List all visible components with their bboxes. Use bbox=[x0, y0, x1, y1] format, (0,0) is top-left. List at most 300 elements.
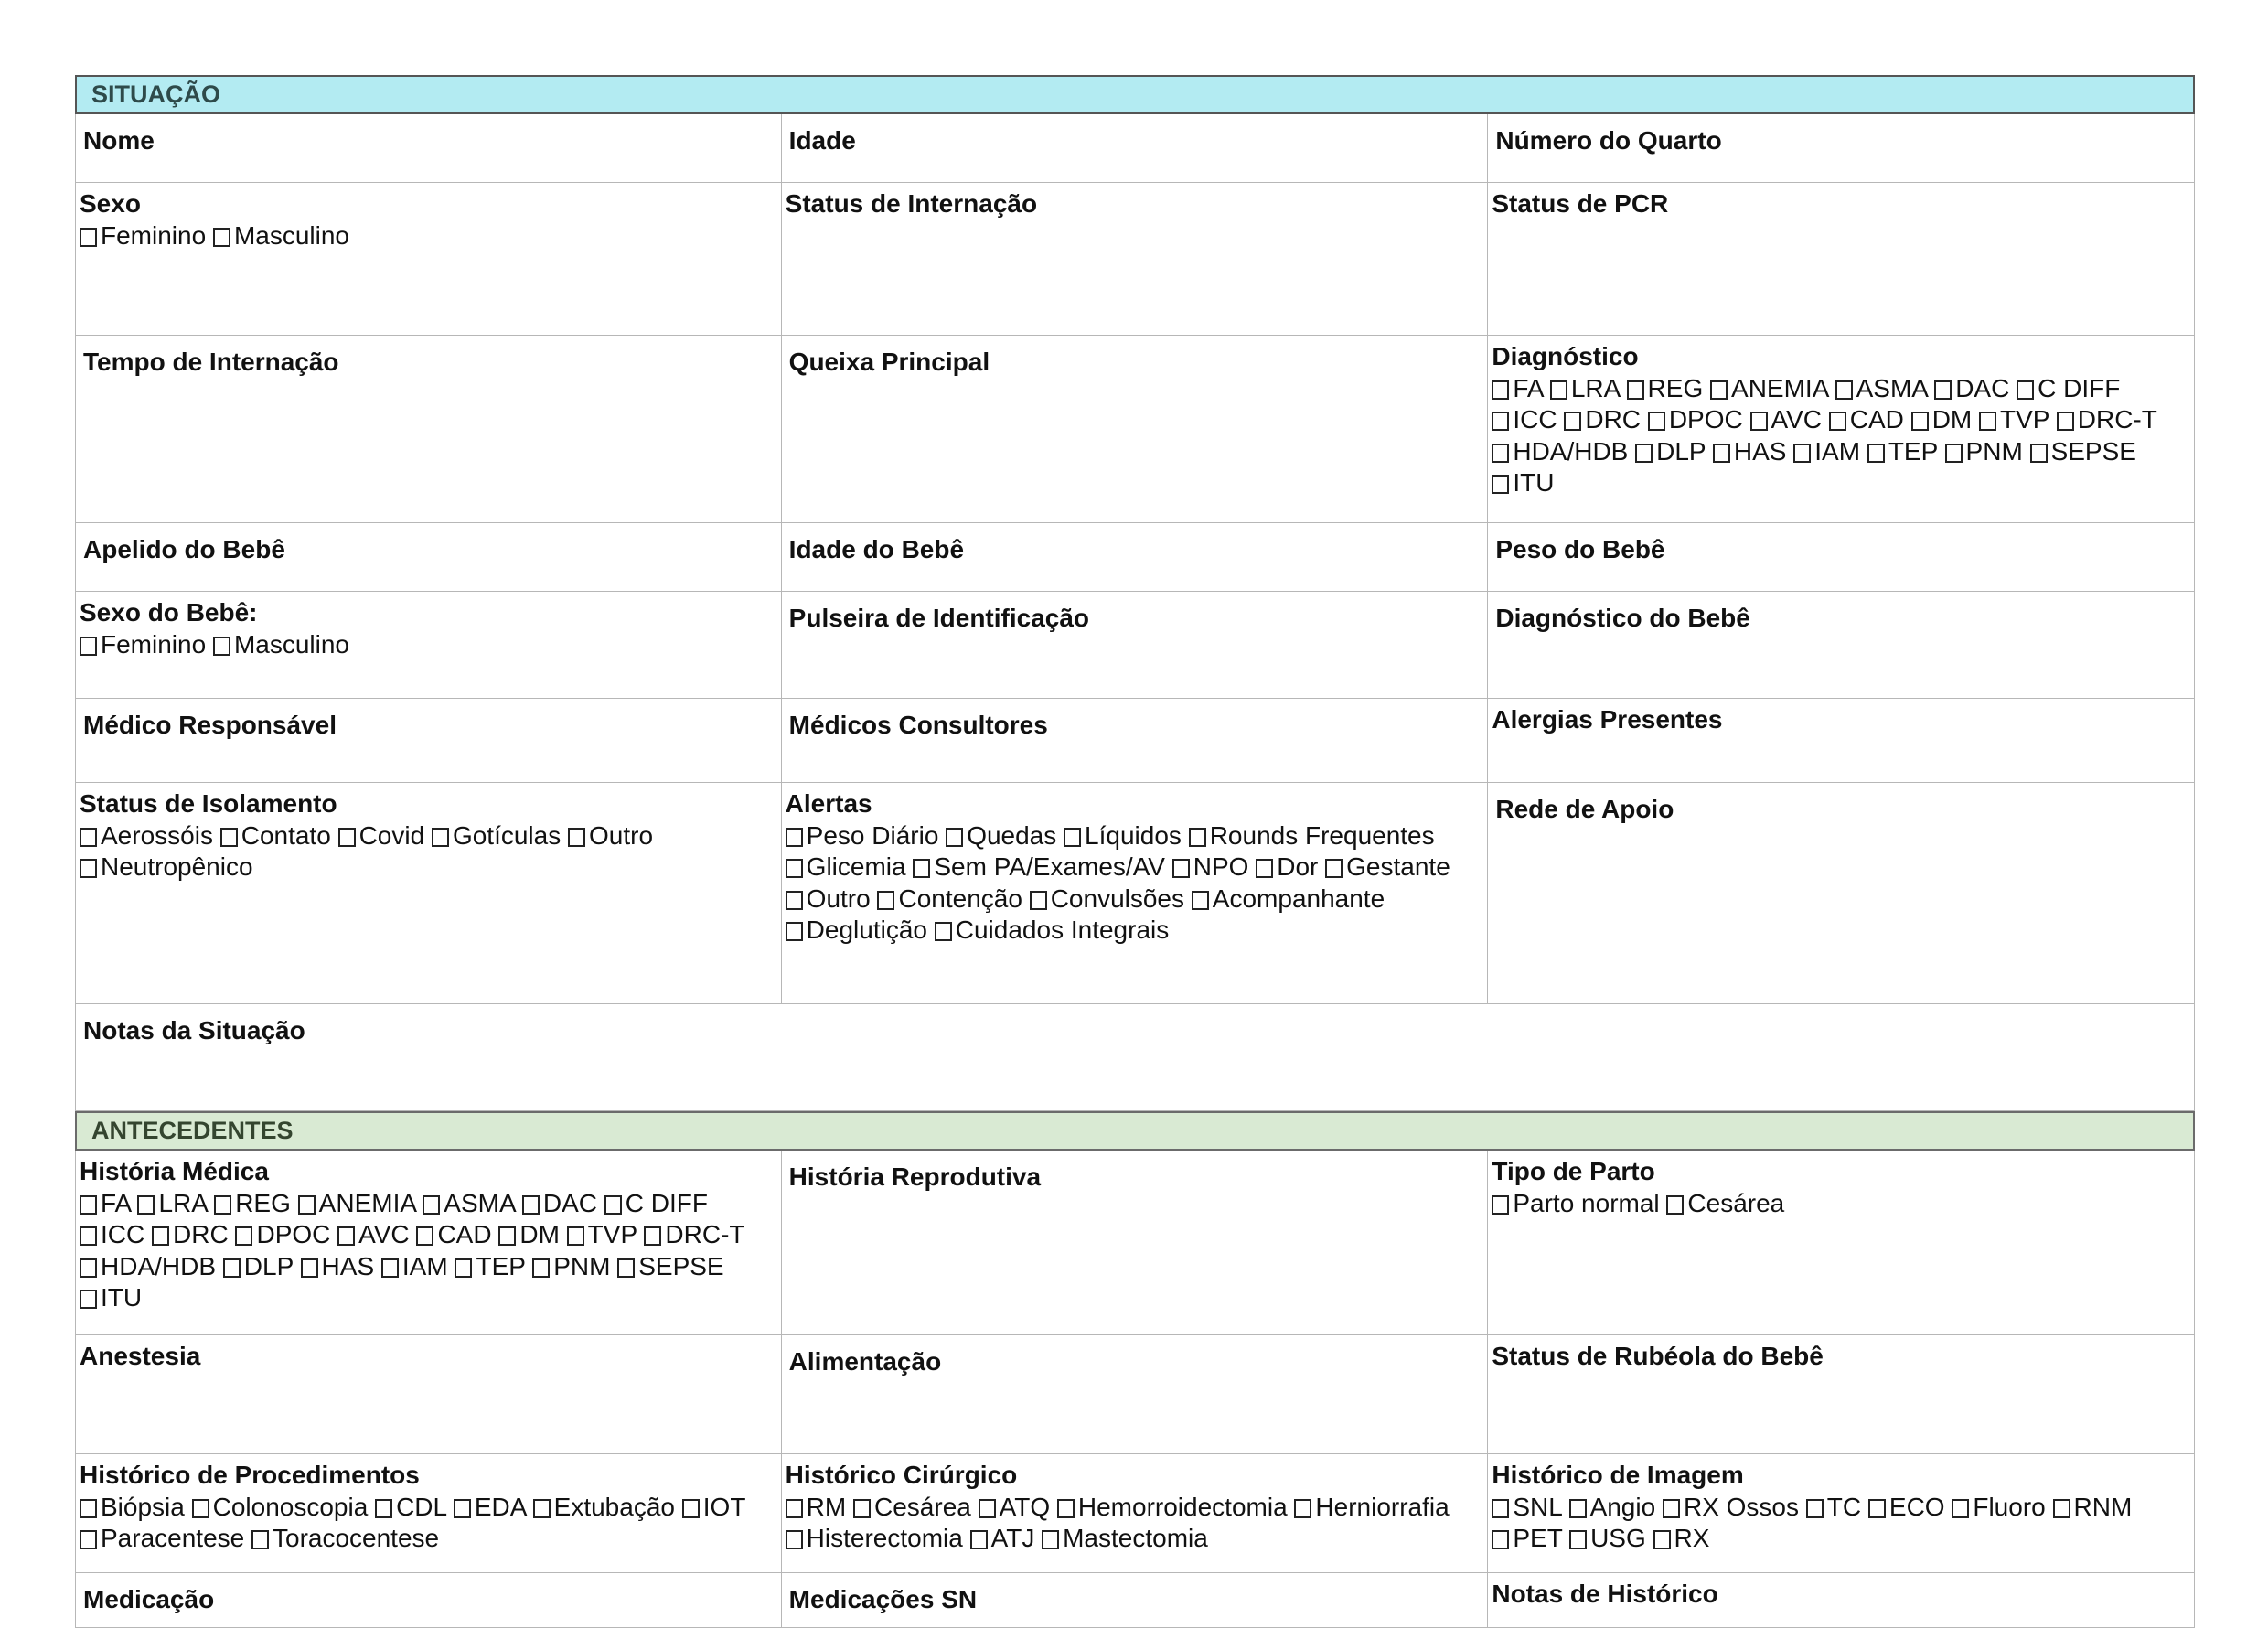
checkbox-option[interactable] bbox=[1492, 374, 1543, 402]
checkbox-icon[interactable] bbox=[1569, 1499, 1587, 1518]
checkbox-option[interactable] bbox=[1492, 1524, 1562, 1552]
checkbox-icon[interactable] bbox=[80, 637, 97, 656]
checkbox-label: Líquidos bbox=[1085, 820, 1182, 850]
checkbox-option[interactable] bbox=[644, 1220, 744, 1248]
checkbox-option[interactable] bbox=[1635, 437, 1706, 466]
field-historico-cirurgico bbox=[782, 1454, 1489, 1573]
field-label: Pulseira de Identificação bbox=[788, 604, 1090, 632]
checkbox-option[interactable] bbox=[1057, 1493, 1288, 1521]
antecedentes-row bbox=[75, 1151, 2195, 1335]
checkbox-option[interactable] bbox=[567, 1220, 637, 1248]
checkbox-option[interactable] bbox=[80, 221, 206, 250]
checkbox-option[interactable] bbox=[251, 1524, 439, 1552]
checkbox-option[interactable] bbox=[1492, 405, 1557, 434]
section-header-antecedentes: ANTECEDENTES bbox=[75, 1111, 2195, 1151]
checkbox-label: HDA/HDB bbox=[101, 1251, 217, 1280]
checkbox-group bbox=[80, 1188, 777, 1314]
checkbox-option[interactable] bbox=[1294, 1493, 1449, 1521]
field-label: Queixa Principal bbox=[788, 348, 990, 376]
checkbox-option[interactable] bbox=[1653, 1524, 1710, 1552]
checkbox-icon[interactable] bbox=[1064, 828, 1081, 847]
checkbox-icon[interactable] bbox=[533, 1499, 551, 1518]
checkbox-option[interactable] bbox=[80, 1493, 185, 1521]
field-peso-do-bebe[interactable] bbox=[1488, 523, 2195, 592]
checkbox-icon[interactable] bbox=[1835, 380, 1853, 400]
checkbox-option[interactable] bbox=[80, 852, 253, 881]
checkbox-option[interactable] bbox=[498, 1220, 560, 1248]
checkbox-option[interactable] bbox=[423, 1189, 515, 1217]
checkbox-icon[interactable] bbox=[1172, 859, 1190, 878]
checkbox-option[interactable] bbox=[979, 1493, 1050, 1521]
checkbox-option[interactable] bbox=[152, 1220, 229, 1248]
checkbox-label: Extubação bbox=[553, 1492, 675, 1521]
field-label: Médico Responsável bbox=[83, 711, 337, 739]
checkbox-option[interactable] bbox=[1868, 1493, 1945, 1521]
checkbox-icon[interactable] bbox=[1710, 380, 1728, 400]
checkbox-option[interactable] bbox=[1648, 405, 1743, 434]
checkbox-label: FA bbox=[101, 1188, 131, 1217]
checkbox-option[interactable] bbox=[1713, 437, 1787, 466]
checkbox-icon[interactable] bbox=[1030, 891, 1047, 910]
checkbox-icon[interactable] bbox=[1627, 380, 1644, 400]
field-label: Medicação bbox=[83, 1585, 215, 1613]
checkbox-option[interactable] bbox=[80, 1220, 144, 1248]
checkbox-option[interactable] bbox=[2030, 437, 2136, 466]
checkbox-option[interactable] bbox=[532, 1252, 610, 1280]
field-idade-do-bebe[interactable] bbox=[782, 523, 1489, 592]
checkbox-label: ICC bbox=[1513, 405, 1557, 434]
checkbox-option[interactable] bbox=[1042, 1524, 1208, 1552]
checkbox-label: PNM bbox=[553, 1251, 611, 1280]
checkbox-option[interactable] bbox=[1064, 821, 1182, 850]
checkbox-option[interactable] bbox=[604, 1189, 708, 1217]
field-rede-de-apoio[interactable] bbox=[1488, 783, 2195, 1004]
checkbox-label: ECO bbox=[1888, 1492, 1945, 1521]
checkbox-option[interactable] bbox=[2053, 1493, 2133, 1521]
checkbox-icon[interactable] bbox=[80, 1290, 97, 1309]
checkbox-icon[interactable] bbox=[1564, 412, 1581, 431]
checkbox-option[interactable] bbox=[2057, 405, 2157, 434]
checkbox-icon[interactable] bbox=[214, 1195, 231, 1215]
checkbox-option[interactable] bbox=[1666, 1189, 1784, 1217]
checkbox-option[interactable] bbox=[533, 1493, 675, 1521]
checkbox-label: DRC-T bbox=[665, 1220, 744, 1248]
checkbox-icon[interactable] bbox=[1492, 380, 1509, 400]
checkbox-option[interactable] bbox=[80, 1252, 216, 1280]
checkbox-label: Hemorroidectomia bbox=[1077, 1492, 1288, 1521]
checkbox-option[interactable] bbox=[1952, 1493, 2045, 1521]
checkbox-group bbox=[80, 220, 777, 252]
situacao-row bbox=[75, 783, 2195, 1004]
checkbox-option[interactable] bbox=[80, 821, 213, 850]
checkbox-icon[interactable] bbox=[568, 828, 585, 847]
checkbox-option[interactable] bbox=[80, 1524, 244, 1552]
checkbox-icon[interactable] bbox=[1569, 1530, 1587, 1549]
checkbox-icon[interactable] bbox=[1867, 444, 1885, 463]
checkbox-icon[interactable] bbox=[80, 828, 97, 847]
checkbox-label: LRA bbox=[158, 1188, 208, 1217]
checkbox-icon[interactable] bbox=[498, 1226, 516, 1246]
checkbox-icon[interactable] bbox=[786, 1499, 803, 1518]
checkbox-icon[interactable] bbox=[235, 1226, 252, 1246]
checkbox-option[interactable] bbox=[2017, 374, 2120, 402]
checkbox-icon[interactable] bbox=[1793, 444, 1811, 463]
checkbox-icon[interactable] bbox=[1325, 859, 1343, 878]
checkbox-icon[interactable] bbox=[946, 828, 963, 847]
field-label: Apelido do Bebê bbox=[83, 535, 285, 563]
checkbox-label: NPO bbox=[1193, 852, 1249, 881]
checkbox-icon[interactable] bbox=[301, 1258, 318, 1278]
checkbox-icon[interactable] bbox=[1713, 444, 1730, 463]
checkbox-label: Histerectomia bbox=[806, 1524, 963, 1552]
field-tempo-de-internacao[interactable] bbox=[76, 336, 782, 523]
checkbox-label: DLP bbox=[1656, 436, 1706, 466]
checkbox-option[interactable] bbox=[1911, 405, 1973, 434]
checkbox-option[interactable] bbox=[786, 884, 871, 913]
field-medicacao[interactable] bbox=[76, 1573, 782, 1628]
field-diagnostico-do-bebe[interactable] bbox=[1488, 592, 2195, 699]
checkbox-label: REG bbox=[235, 1188, 291, 1217]
field-alergias-presentes[interactable] bbox=[1488, 699, 2195, 783]
checkbox-icon[interactable] bbox=[970, 1530, 988, 1549]
checkbox-icon[interactable] bbox=[1979, 412, 1996, 431]
checkbox-option[interactable] bbox=[1750, 405, 1823, 434]
field-medico-responsavel[interactable] bbox=[76, 699, 782, 783]
checkbox-option[interactable] bbox=[301, 1252, 375, 1280]
field-label: História Reprodutiva bbox=[788, 1162, 1042, 1191]
checkbox-label: Covid bbox=[358, 820, 425, 850]
checkbox-option[interactable] bbox=[1835, 374, 1928, 402]
checkbox-icon[interactable] bbox=[853, 1499, 871, 1518]
checkbox-icon[interactable] bbox=[644, 1226, 661, 1246]
checkbox-icon[interactable] bbox=[381, 1258, 399, 1278]
checkbox-icon[interactable] bbox=[80, 1530, 97, 1549]
checkbox-option[interactable] bbox=[1492, 468, 1554, 497]
checkbox-label: Parto normal bbox=[1513, 1188, 1660, 1217]
checkbox-label: ASMA bbox=[1856, 373, 1928, 402]
checkbox-icon[interactable] bbox=[2030, 444, 2048, 463]
checkbox-option[interactable] bbox=[80, 1189, 131, 1217]
checkbox-icon[interactable] bbox=[786, 828, 803, 847]
field-anestesia[interactable] bbox=[76, 1335, 782, 1454]
checkbox-option[interactable] bbox=[1867, 437, 1938, 466]
checkbox-option[interactable] bbox=[1569, 1493, 1656, 1521]
situacao-notes-field[interactable] bbox=[76, 1004, 2195, 1111]
checkbox-option[interactable] bbox=[375, 1493, 446, 1521]
checkbox-icon[interactable] bbox=[2053, 1499, 2070, 1518]
checkbox-icon[interactable] bbox=[604, 1195, 622, 1215]
checkbox-label: HDA/HDB bbox=[1513, 436, 1629, 466]
checkbox-icon[interactable] bbox=[1666, 1195, 1684, 1215]
situacao-row bbox=[75, 523, 2195, 592]
checkbox-icon[interactable] bbox=[522, 1195, 540, 1215]
field-alimentacao[interactable] bbox=[782, 1335, 1489, 1454]
checkbox-option[interactable] bbox=[223, 1252, 294, 1280]
checkbox-label: USG bbox=[1590, 1524, 1646, 1552]
field-alertas bbox=[782, 783, 1489, 1004]
checkbox-label: Contato bbox=[241, 820, 331, 850]
field-historia-reprodutiva[interactable] bbox=[782, 1151, 1489, 1335]
checkbox-icon[interactable] bbox=[220, 828, 238, 847]
checkbox-option[interactable] bbox=[877, 884, 1022, 913]
checkbox-label: PNM bbox=[1965, 436, 2023, 466]
checkbox-option[interactable] bbox=[1945, 437, 2023, 466]
checkbox-option[interactable] bbox=[786, 852, 906, 881]
checkbox-option[interactable] bbox=[1492, 1493, 1561, 1521]
checkbox-label: Deglutição bbox=[806, 916, 927, 944]
checkbox-option[interactable] bbox=[1030, 884, 1184, 913]
checkbox-option[interactable] bbox=[1934, 374, 2009, 402]
checkbox-option[interactable] bbox=[1492, 1189, 1659, 1217]
checkbox-icon[interactable] bbox=[251, 1530, 269, 1549]
checkbox-option[interactable] bbox=[416, 1220, 491, 1248]
checkbox-icon[interactable] bbox=[617, 1258, 635, 1278]
checkbox-icon[interactable] bbox=[1934, 380, 1952, 400]
checkbox-icon[interactable] bbox=[223, 1258, 241, 1278]
checkbox-option[interactable] bbox=[1663, 1493, 1799, 1521]
antecedentes-row bbox=[75, 1573, 2195, 1628]
checkbox-icon[interactable] bbox=[213, 228, 230, 247]
field-nome[interactable] bbox=[76, 114, 782, 183]
checkbox-option[interactable] bbox=[338, 821, 425, 850]
field-historia-medica bbox=[76, 1151, 782, 1335]
checkbox-option[interactable] bbox=[1172, 852, 1249, 881]
form-sheet bbox=[75, 75, 2195, 1628]
checkbox-option[interactable] bbox=[913, 852, 1165, 881]
checkbox-option[interactable] bbox=[786, 1493, 847, 1521]
checkbox-icon[interactable] bbox=[786, 891, 803, 910]
field-status-de-internacao[interactable] bbox=[782, 183, 1489, 336]
checkbox-option[interactable] bbox=[786, 916, 927, 944]
field-historico-de-procedimentos bbox=[76, 1454, 782, 1573]
checkbox-option[interactable] bbox=[1829, 405, 1904, 434]
checkbox-option[interactable] bbox=[1189, 821, 1435, 850]
checkbox-option[interactable] bbox=[80, 1283, 142, 1312]
checkbox-option[interactable] bbox=[1492, 437, 1628, 466]
situacao-notes-row bbox=[75, 1004, 2195, 1111]
checkbox-option[interactable] bbox=[1256, 852, 1318, 881]
checkbox-option[interactable] bbox=[522, 1189, 597, 1217]
checkbox-icon[interactable] bbox=[338, 828, 356, 847]
checkbox-label: Convulsões bbox=[1050, 884, 1185, 913]
checkbox-label: DAC bbox=[1955, 373, 2010, 402]
checkbox-option[interactable] bbox=[1979, 405, 2049, 434]
checkbox-icon[interactable] bbox=[1952, 1499, 1969, 1518]
checkbox-option[interactable] bbox=[454, 1493, 526, 1521]
checkbox-icon[interactable] bbox=[877, 891, 894, 910]
checkbox-option[interactable] bbox=[682, 1493, 745, 1521]
checkbox-option[interactable] bbox=[1550, 374, 1620, 402]
checkbox-option[interactable] bbox=[1192, 884, 1385, 913]
checkbox-icon[interactable] bbox=[423, 1195, 440, 1215]
checkbox-icon[interactable] bbox=[1256, 859, 1273, 878]
field-label: Rede de Apoio bbox=[1495, 795, 1674, 823]
checkbox-icon[interactable] bbox=[1492, 412, 1509, 431]
checkbox-label: RX bbox=[1674, 1524, 1710, 1552]
field-pulseira-de-identificacao[interactable] bbox=[782, 592, 1489, 699]
checkbox-icon[interactable] bbox=[213, 637, 230, 656]
checkbox-option[interactable] bbox=[80, 630, 206, 659]
checkbox-icon[interactable] bbox=[1635, 444, 1653, 463]
checkbox-option[interactable] bbox=[220, 821, 331, 850]
field-tipo-de-parto bbox=[1488, 1151, 2195, 1335]
checkbox-group bbox=[80, 820, 777, 884]
checkbox-icon[interactable] bbox=[152, 1226, 169, 1246]
checkbox-icon[interactable] bbox=[1492, 444, 1509, 463]
field-idade[interactable] bbox=[782, 114, 1489, 183]
checkbox-option[interactable] bbox=[617, 1252, 723, 1280]
checkbox-option[interactable] bbox=[235, 1220, 330, 1248]
checkbox-icon[interactable] bbox=[1294, 1499, 1311, 1518]
checkbox-icon[interactable] bbox=[532, 1258, 550, 1278]
checkbox-label: AVC bbox=[358, 1220, 410, 1248]
checkbox-label: Contenção bbox=[898, 884, 1022, 913]
checkbox-label: SNL bbox=[1513, 1492, 1562, 1521]
checkbox-icon[interactable] bbox=[1911, 412, 1929, 431]
checkbox-icon[interactable] bbox=[786, 859, 803, 878]
checkbox-option[interactable] bbox=[192, 1493, 369, 1521]
field-apelido-do-bebe[interactable] bbox=[76, 523, 782, 592]
checkbox-icon[interactable] bbox=[432, 828, 449, 847]
checkbox-option[interactable] bbox=[432, 821, 561, 850]
field-numero-do-quarto[interactable] bbox=[1488, 114, 2195, 183]
checkbox-icon[interactable] bbox=[682, 1499, 700, 1518]
checkbox-group bbox=[1492, 1492, 2190, 1555]
checkbox-icon[interactable] bbox=[1829, 412, 1846, 431]
situacao-row bbox=[75, 592, 2195, 699]
checkbox-label: TC bbox=[1826, 1492, 1862, 1521]
checkbox-option[interactable] bbox=[935, 916, 1169, 944]
checkbox-icon[interactable] bbox=[913, 859, 930, 878]
checkbox-icon[interactable] bbox=[1806, 1499, 1824, 1518]
checkbox-icon[interactable] bbox=[1945, 444, 1963, 463]
field-medicacoes-sn[interactable] bbox=[782, 1573, 1489, 1628]
checkbox-option[interactable] bbox=[1627, 374, 1704, 402]
checkbox-icon[interactable] bbox=[567, 1226, 584, 1246]
field-status-de-pcr[interactable] bbox=[1488, 183, 2195, 336]
checkbox-icon[interactable] bbox=[1750, 412, 1768, 431]
checkbox-option[interactable] bbox=[213, 630, 349, 659]
checkbox-option[interactable] bbox=[1325, 852, 1450, 881]
field-status-de-rubeola-do-bebe[interactable] bbox=[1488, 1335, 2195, 1454]
checkbox-label: Mastectomia bbox=[1063, 1524, 1208, 1552]
checkbox-option[interactable] bbox=[786, 1524, 963, 1552]
checkbox-option[interactable] bbox=[298, 1189, 416, 1217]
checkbox-label: Fluoro bbox=[1973, 1492, 2046, 1521]
checkbox-icon[interactable] bbox=[1868, 1499, 1886, 1518]
checkbox-option[interactable] bbox=[1569, 1524, 1646, 1552]
checkbox-icon[interactable] bbox=[80, 1499, 97, 1518]
antecedentes-row bbox=[75, 1454, 2195, 1573]
checkbox-icon[interactable] bbox=[1653, 1530, 1671, 1549]
checkbox-icon[interactable] bbox=[2017, 380, 2034, 400]
checkbox-label: DRC-T bbox=[2077, 405, 2157, 434]
checkbox-option[interactable] bbox=[337, 1220, 410, 1248]
checkbox-label: Peso Diário bbox=[806, 820, 939, 850]
checkbox-option[interactable] bbox=[568, 821, 653, 850]
checkbox-icon[interactable] bbox=[1492, 1499, 1509, 1518]
checkbox-icon[interactable] bbox=[1648, 412, 1665, 431]
field-medicos-consultores[interactable] bbox=[782, 699, 1489, 783]
checkbox-icon[interactable] bbox=[935, 922, 952, 941]
checkbox-icon[interactable] bbox=[80, 228, 97, 247]
checkbox-icon[interactable] bbox=[786, 922, 803, 941]
checkbox-label: RM bbox=[806, 1492, 847, 1521]
field-label: Notas da Situação bbox=[83, 1016, 305, 1044]
checkbox-option[interactable] bbox=[381, 1252, 448, 1280]
checkbox-label: FA bbox=[1513, 373, 1544, 402]
checkbox-option[interactable] bbox=[213, 221, 349, 250]
checkbox-icon[interactable] bbox=[454, 1499, 471, 1518]
checkbox-option[interactable] bbox=[455, 1252, 525, 1280]
checkbox-icon[interactable] bbox=[1057, 1499, 1075, 1518]
checkbox-icon[interactable] bbox=[192, 1499, 209, 1518]
checkbox-label: SEPSE bbox=[638, 1251, 724, 1280]
checkbox-option[interactable] bbox=[1710, 374, 1828, 402]
checkbox-option[interactable] bbox=[1806, 1493, 1861, 1521]
checkbox-icon[interactable] bbox=[1663, 1499, 1680, 1518]
checkbox-icon[interactable] bbox=[1492, 1195, 1509, 1215]
checkbox-icon[interactable] bbox=[979, 1499, 996, 1518]
checkbox-icon[interactable] bbox=[80, 1195, 97, 1215]
checkbox-icon[interactable] bbox=[137, 1195, 155, 1215]
checkbox-icon[interactable] bbox=[375, 1499, 392, 1518]
checkbox-icon[interactable] bbox=[1192, 891, 1209, 910]
checkbox-icon[interactable] bbox=[1492, 1530, 1509, 1549]
checkbox-option[interactable] bbox=[970, 1524, 1035, 1552]
checkbox-icon[interactable] bbox=[80, 859, 97, 878]
checkbox-label: IAM bbox=[1814, 436, 1861, 466]
checkbox-icon[interactable] bbox=[337, 1226, 355, 1246]
checkbox-icon[interactable] bbox=[2057, 412, 2074, 431]
checkbox-icon[interactable] bbox=[786, 1530, 803, 1549]
checkbox-label: Sem PA/Exames/AV bbox=[934, 852, 1165, 881]
checkbox-icon[interactable] bbox=[1189, 828, 1206, 847]
checkbox-option[interactable] bbox=[1793, 437, 1860, 466]
checkbox-option[interactable] bbox=[1564, 405, 1641, 434]
checkbox-group bbox=[786, 1492, 1484, 1555]
checkbox-icon[interactable] bbox=[80, 1258, 97, 1278]
checkbox-label: Gestante bbox=[1346, 852, 1450, 881]
situacao-grid bbox=[75, 114, 2195, 1004]
checkbox-option[interactable] bbox=[946, 821, 1056, 850]
checkbox-icon[interactable] bbox=[1492, 475, 1509, 494]
checkbox-icon[interactable] bbox=[1550, 380, 1567, 400]
checkbox-option[interactable] bbox=[853, 1493, 971, 1521]
field-notas-de-historico[interactable] bbox=[1488, 1573, 2195, 1628]
checkbox-label: Aerossóis bbox=[101, 820, 213, 850]
field-label: Sexo bbox=[80, 189, 141, 218]
checkbox-icon[interactable] bbox=[416, 1226, 433, 1246]
field-label: Status de Rubéola do Bebê bbox=[1492, 1342, 1824, 1370]
checkbox-icon[interactable] bbox=[1042, 1530, 1059, 1549]
checkbox-option[interactable] bbox=[214, 1189, 291, 1217]
checkbox-icon[interactable] bbox=[80, 1226, 97, 1246]
checkbox-group bbox=[80, 629, 777, 661]
checkbox-label: ATJ bbox=[990, 1524, 1035, 1552]
checkbox-option[interactable] bbox=[786, 821, 939, 850]
checkbox-group bbox=[1492, 1188, 2190, 1220]
checkbox-label: ATQ bbox=[999, 1492, 1051, 1521]
field-queixa-principal[interactable] bbox=[782, 336, 1489, 523]
checkbox-label: ANEMIA bbox=[1731, 373, 1828, 402]
checkbox-label: RNM bbox=[2073, 1492, 2133, 1521]
checkbox-option[interactable] bbox=[137, 1189, 207, 1217]
checkbox-label: DAC bbox=[542, 1188, 597, 1217]
checkbox-icon[interactable] bbox=[455, 1258, 472, 1278]
checkbox-icon[interactable] bbox=[298, 1195, 316, 1215]
checkbox-label: Feminino bbox=[101, 220, 207, 250]
